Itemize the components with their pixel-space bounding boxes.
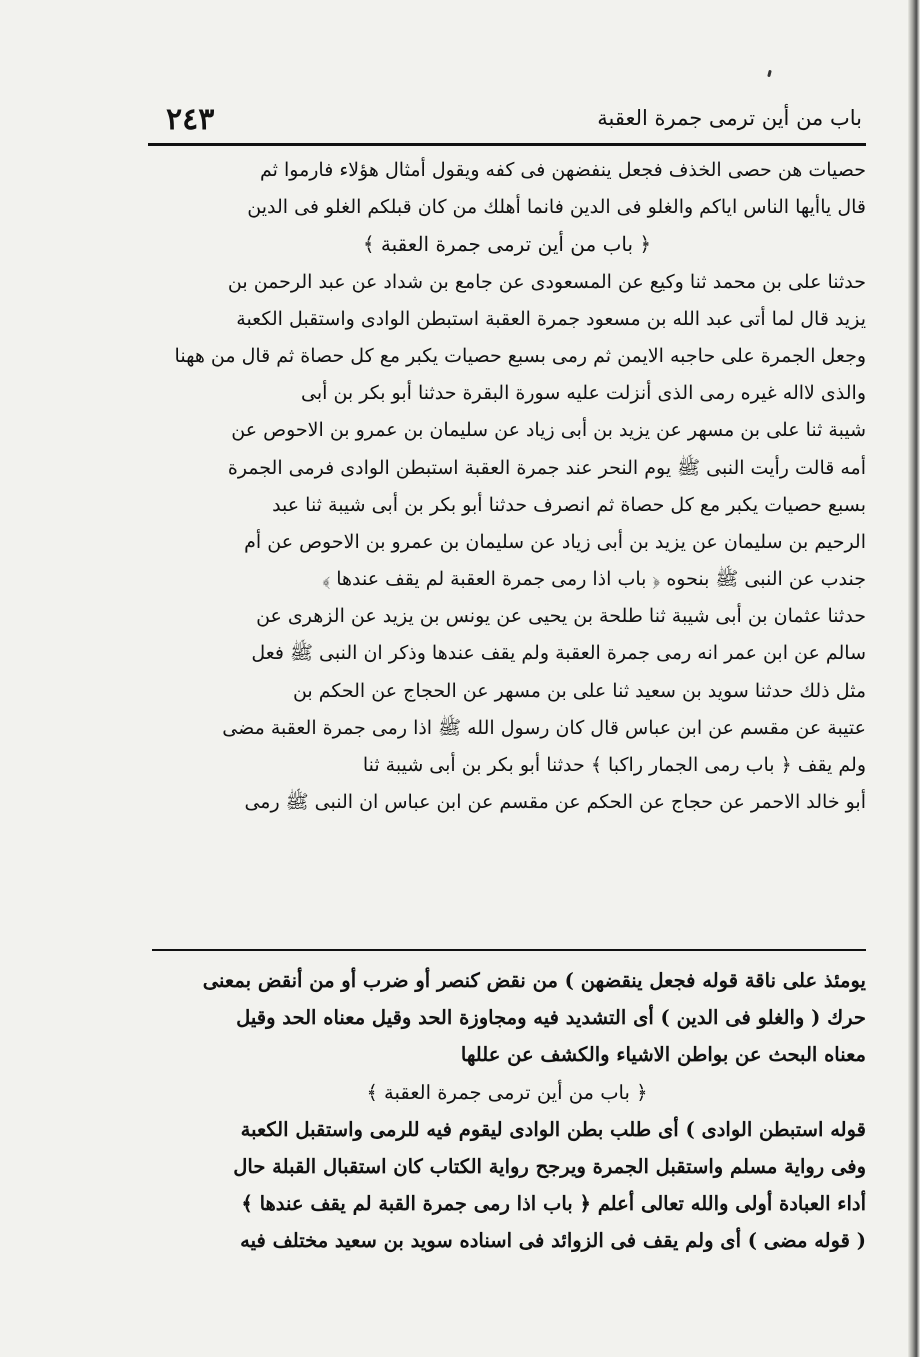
note-line: قوله استبطن الوادى ) أى طلب بطن الوادى ليقوم فيه للرمى واستقبل الكعبة xyxy=(240,1117,866,1141)
main-line: الرحيم بن سليمان عن يزيد بن أبى زياد عن سليمان بن عمرو بن الاحوص عن أم xyxy=(244,530,866,553)
note-line: أداء العبادة أولى والله تعالى أعلم ﴿ باب اذا رمى جمرة القبة لم يقف عندها ﴾ xyxy=(241,1192,866,1216)
main-line: حصيات هن حصى الخذف فجعل ينفضهن فى كفه ويقول أمثال هؤلاء فارموا ثم xyxy=(260,159,866,181)
note-line: حرك ( والغلو فى الدين ) أى التشديد فيه ومجاوزة الحد وقيل معناه الحد وقيل xyxy=(236,1006,866,1030)
page-edge-shadow xyxy=(908,0,920,1357)
main-line: قال ياأيها الناس اياكم والغلو فى الدين فانما أهلك من كان قبلكم الغلو فى الدين xyxy=(247,196,866,219)
commentary-block xyxy=(148,962,866,1260)
note-line: وفى رواية مسلم واستقبل الجمرة ويرجح رواية الكتاب كان استقبال القبلة حال xyxy=(233,1154,866,1178)
note-line: معناه البحث عن بواطن الاشياء والكشف عن عللها xyxy=(460,1043,866,1067)
note-line: ( قوله مضى ) أى ولم يقف فى الزوائد فى اسناده سويد بن سعيد مختلف فيه xyxy=(240,1229,866,1253)
main-line: يزيد قال لما أتى عبد الله بن مسعود جمرة العقبة استبطن الوادى واستقبل الكعبة xyxy=(236,307,866,330)
main-line: حدثنا على بن محمد ثنا وكيع عن المسعودى عن جامع بن شداد عن عبد الرحمن بن xyxy=(227,270,866,293)
main-line: وجعل الجمرة على حاجبه الايمن ثم رمى بسبع حصيات يكبر مع كل حصاة ثم قال من ههنا xyxy=(174,344,866,367)
running-title: باب من أين ترمى جمرة العقبة xyxy=(597,106,862,130)
main-line: أمه قالت رأيت النبى ﷺ يوم النحر عند جمرة العقبة استبطن الوادى فرمى الجمرة xyxy=(227,456,866,479)
main-line: جندب عن النبى ﷺ بنحوه ﴿ باب اذا رمى جمرة العقبة لم يقف عندها ﴾ xyxy=(322,568,866,591)
main-line: ولم يقف ﴿ باب رمى الجمار راكبا ﴾ حدثنا أبو بكر بن أبى شيبة ثنا xyxy=(362,754,866,776)
header-rule xyxy=(148,143,866,146)
main-line: سالم عن ابن عمر انه رمى جمرة العقبة ولم يقف عندها وذكر ان النبى ﷺ فعل xyxy=(251,642,866,665)
chapter-heading: ﴿ باب من أين ترمى جمرة العقبة ﴾ xyxy=(362,232,652,257)
main-line: شيبة ثنا على بن مسهر عن يزيد بن أبى زياد عن سليمان بن عمرو بن الاحوص عن xyxy=(231,419,866,442)
main-line: بسبع حصيات يكبر مع كل حصاة ثم انصرف حدثنا أبو بكر بن أبى شيبة ثنا عبد xyxy=(272,493,866,516)
ink-mark xyxy=(767,70,772,78)
main-line: أبو خالد الاحمر عن حجاج عن الحكم عن مقسم عن ابن عباس ان النبى ﷺ رمى xyxy=(244,791,866,814)
main-line: عتيبة عن مقسم عن ابن عباس قال كان رسول الله ﷺ اذا رمى جمرة العقبة مضى xyxy=(222,716,866,739)
main-line: حدثنا عثمان بن أبى شيبة ثنا طلحة بن يحيى عن يونس بن يزيد عن الزهرى عن xyxy=(256,605,866,628)
page-number: ٢٤٣ xyxy=(166,102,215,137)
footnote-separator xyxy=(152,949,866,951)
page-header xyxy=(148,96,866,146)
commentary-heading: ﴿ باب من أين ترمى جمرة العقبة ﴾ xyxy=(366,1080,648,1104)
main-line: مثل ذلك حدثنا سويد بن سعيد ثنا على بن مسهر عن الحجاج عن الحكم بن xyxy=(292,679,866,702)
main-line: والذى لااله غيره رمى الذى أنزلت عليه سورة البقرة حدثنا أبو بكر بن أبى xyxy=(301,382,866,405)
note-line: يومئذ على ناقة قوله فجعل ينقضهن ) من نقض كنصر أو ضرب أو من أنقض بمعنى xyxy=(202,969,866,992)
main-text-block xyxy=(148,152,866,821)
